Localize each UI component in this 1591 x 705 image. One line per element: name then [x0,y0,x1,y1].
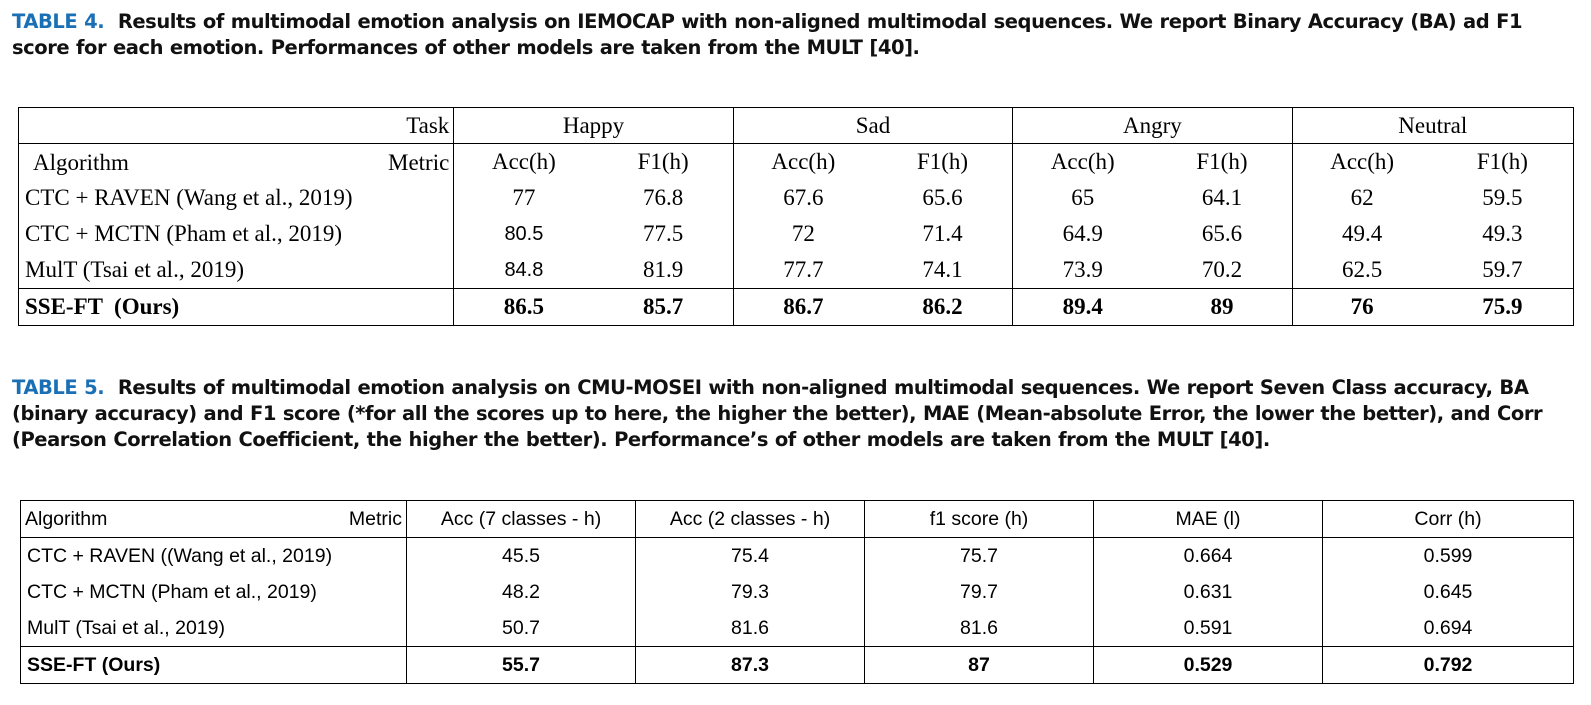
table4-algorithm-name: CTC + RAVEN (Wang et al., 2019) [19,180,454,216]
table4-row [19,252,1574,289]
table5-cell: 0.645 [1323,574,1574,610]
table4-cell: 81.9 [643,257,684,282]
table5-cell: 87.3 [636,647,865,684]
table5-cell: 75.4 [636,538,865,575]
table4-algorithm-name: CTC + MCTN (Pham et al., 2019) [19,216,454,252]
table5-cell: 0.591 [1094,610,1323,647]
table5-label: TABLE 5. [12,376,105,399]
table4-cell: 72 [733,216,873,252]
table4-group-header-row [19,108,1574,144]
table4-metric: F1(h) [594,144,734,181]
table4-metric: Acc(h) [1013,144,1153,181]
table5-row [21,610,1574,647]
table5-algorithm-name: SSE-FT (Ours) [21,647,407,684]
table4-metric: F1(h) [1152,144,1292,181]
table5-cell: 0.792 [1323,647,1574,684]
table4-metric-header-row [19,144,1574,181]
table5-cell: 0.599 [1323,538,1574,575]
table4-task-label: Task [19,108,454,144]
table5-column-header: f1 score (h) [865,501,1094,538]
table5-cell: 45.5 [407,538,636,575]
table4-metric: Acc(h) [454,144,594,181]
table4-group-neutral: Neutral [1292,108,1573,144]
table4-cell: 62 [1292,180,1432,216]
table4-cell: 62.5 [1292,252,1432,289]
table5-corner-cell [21,501,407,538]
table5-row [21,538,1574,575]
table4-group-angry: Angry [1013,108,1292,144]
table4-metric-label: Metric [388,150,450,175]
table5-cell: 79.3 [636,574,865,610]
table4-cell: 65 [1013,180,1153,216]
table5-cell: 48.2 [407,574,636,610]
table4-cell: 71.4 [922,221,963,246]
table5-cell: 0.631 [1094,574,1323,610]
table4-cell: 76 [1292,289,1432,326]
table5-cell: 79.7 [865,574,1094,610]
table5-row [21,574,1574,610]
table4-cell: 64.1 [1201,185,1243,210]
table5-cell: 75.7 [865,538,1094,575]
table4-cell: 77.7 [733,252,873,289]
table4-cell: 86.7 [733,289,873,326]
table4-corner-cell [19,144,454,181]
table4-cell: 49.4 [1292,216,1432,252]
table5-row-ours [21,647,1574,684]
table4-cell: 76.8 [643,185,684,210]
table5-column-header: MAE (l) [1094,501,1323,538]
table4-cell: 65.6 [1201,221,1243,246]
table4 [18,107,1574,326]
table4-cell: 77.5 [643,221,684,246]
table4-label: TABLE 4. [12,10,105,33]
table5-column-header: Corr (h) [1323,501,1574,538]
table5-cell: 0.664 [1094,538,1323,575]
table4-cell: 86.5 [454,289,594,326]
table4-row [19,180,1574,216]
table5-cell: 0.694 [1323,610,1574,647]
table5-algorithm-name: CTC + MCTN (Pham et al., 2019) [21,574,407,610]
table5-cell: 55.7 [407,647,636,684]
table5-metric-label: Metric [348,508,402,530]
table4-row [19,216,1574,252]
table4-cell: 85.7 [594,289,734,326]
table4-metric: F1(h) [1432,144,1574,181]
table4-cell: 67.6 [733,180,873,216]
table5-column-header: Acc (2 classes - h) [636,501,865,538]
table5-cell: 0.529 [1094,647,1323,684]
table4-group-sad: Sad [733,108,1012,144]
table5-header-row [21,501,1574,538]
table4-cell: 89.4 [1013,289,1153,326]
table4-algorithm-name: MulT (Tsai et al., 2019) [19,252,454,289]
table4-cell: 49.3 [1432,216,1574,252]
table4-algorithm-label: Algorithm [33,150,129,175]
table4-cell: 77 [454,180,594,216]
table4-cell: 64.9 [1013,216,1153,252]
table4-cell: 59.5 [1432,180,1574,216]
table4-cell: 89 [1152,289,1292,326]
table4-cell: 65.6 [922,185,963,210]
table5-cell: 81.6 [865,610,1094,647]
table4-caption [12,9,1578,61]
table4-row-ours [19,289,1574,326]
table5-caption [12,375,1578,453]
table5 [20,500,1574,684]
table4-cell: 86.2 [873,289,1013,326]
table5-cell: 87 [865,647,1094,684]
table4-cell: 59.7 [1432,252,1574,289]
table5-column-header: Acc (7 classes - h) [407,501,636,538]
table5-caption-text: Results of multimodal emotion analysis on CMU-MOSEI with non-aligned multimodal sequences. We report Seven Class accuracy, BA (binary accuracy) and F1 score (*for all the scores up to here, the higher the better), MAE (Mean-absolute Error, the lower the better), and Corr (Pearson Correlation Coefficient, the higher the better). Performance’s of other models are taken from the MULT [40]. [12,376,1543,451]
table5-algorithm-name: CTC + RAVEN ((Wang et al., 2019) [21,538,407,575]
table4-algorithm-name: SSE-FT (Ours) [19,289,454,326]
table4-metric: Acc(h) [733,144,873,181]
table4-cell: 70.2 [1201,257,1243,282]
table4-metric: F1(h) [873,144,1013,181]
table5-cell: 81.6 [636,610,865,647]
table5-cell: 50.7 [407,610,636,647]
table4-caption-text: Results of multimodal emotion analysis on IEMOCAP with non-aligned multimodal sequences. We report Binary Accuracy (BA) ad F1 score for each emotion. Performances of other models are taken from the MULT [40]. [12,10,1523,59]
table4-cell: 74.1 [922,257,963,282]
table5-algorithm-name: MulT (Tsai et al., 2019) [21,610,407,647]
table4-group-happy: Happy [454,108,733,144]
table4-cell: 75.9 [1432,289,1574,326]
table5-algorithm-label: Algorithm [25,508,108,530]
table4-cell: 73.9 [1013,252,1153,289]
table4-cell: 80.5 [454,216,594,252]
table4-metric: Acc(h) [1292,144,1432,181]
table4-cell: 84.8 [454,252,594,289]
